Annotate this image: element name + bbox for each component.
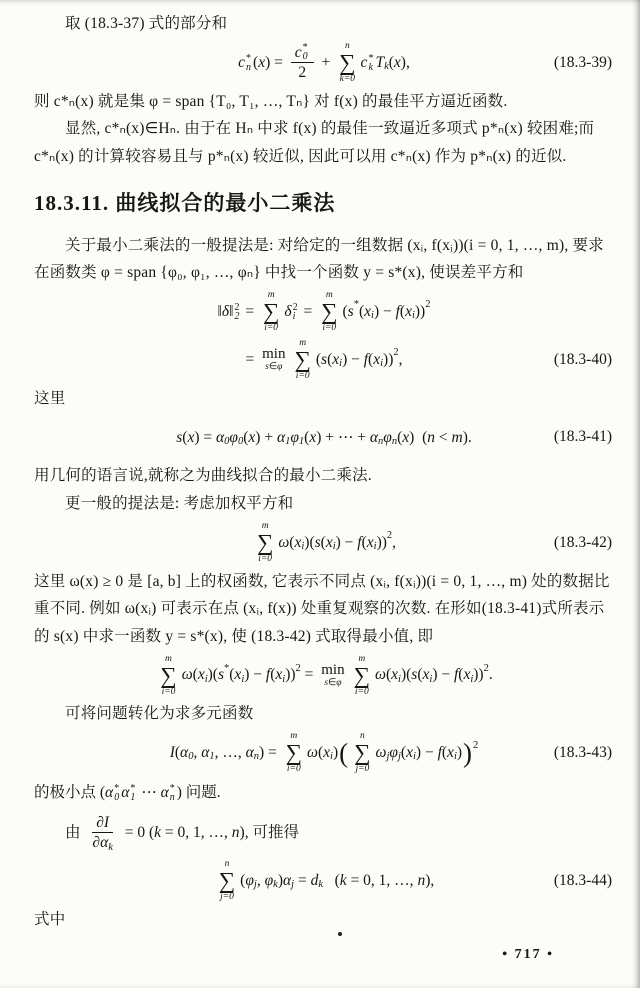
math-t: = 0, 1, …, <box>161 824 232 842</box>
equation-number-44: (18.3-44) <box>553 872 612 890</box>
paragraph-weight-function: 这里 ω(x) ≥ 0 是 [a, b] 上的权函数, 它表示不同点 (xᵢ, f(xᵢ))(i = 0, 1, …, m) 处的数据比重不同. 例如 ω(xᵢ) 可表示在点 (xᵢ, f(x)) 处重复观察的次数. 在形如(18.3-41)式所表示的 s(x) 中求一函数 y = s*(x), 使 (18.3-42) 式取得最小值, 即 <box>34 572 610 645</box>
math-i: x <box>364 302 372 320</box>
math-i: f <box>357 533 362 551</box>
formula-body <box>34 779 221 807</box>
math-t: , <box>256 872 265 890</box>
math-sub: 0 <box>237 435 244 447</box>
math-sum: m ∑ i=0 <box>321 290 338 334</box>
math-i: δ <box>221 302 230 320</box>
math-sum: m ∑ i=0 <box>285 731 303 775</box>
math-i: x <box>373 350 381 368</box>
math-ss: 2 2 <box>234 301 240 322</box>
math-sup: 2 <box>295 662 301 674</box>
math-t: ( <box>385 666 392 684</box>
formula-body <box>252 521 396 564</box>
math-i: x <box>406 744 413 762</box>
math-sub: k <box>273 879 278 891</box>
math-sub: i <box>470 673 474 685</box>
math-t: ( <box>397 428 403 446</box>
math-sum: n ∑ j=0 <box>218 859 236 903</box>
paragraph-geometric-language: 用几何的语言说,就称之为曲线拟合的最小二乘法. <box>34 467 372 485</box>
math-i: α <box>276 428 286 446</box>
math-ss: * n <box>169 782 175 803</box>
math-i: x <box>258 53 266 71</box>
formula-18-3-39 <box>34 40 614 86</box>
math-t: ) − <box>432 666 454 684</box>
paragraph-here-label: 这里 <box>34 389 66 407</box>
math-t: )) <box>473 666 484 684</box>
math-i: x <box>234 666 242 684</box>
math-t: ∂ <box>96 813 104 831</box>
math-ss: * n <box>246 52 252 73</box>
math-i: x <box>332 350 340 368</box>
math-i: x <box>309 428 317 446</box>
math-min: min s∈φ <box>262 346 286 373</box>
paragraph-general-statement: 关于最小二乘法的一般提法是: 对给定的一组数据 (xᵢ, f(xᵢ))(i = 0, 1, …, m), 要求在函数类 φ = span {φ₀, φ₁, …, φₙ} 中找一个函数 y = s*(x), 使误差平方和 <box>34 236 604 282</box>
math-t: ) − <box>415 744 438 762</box>
math-t: ( <box>400 744 407 762</box>
math-i: ω <box>278 533 290 551</box>
math-t: = 0 ( <box>120 824 155 842</box>
math-i: x <box>405 302 412 320</box>
formula-body <box>214 859 434 902</box>
math-i: α <box>369 428 379 446</box>
math-ss: * k <box>368 52 374 73</box>
math-i: s <box>314 533 321 551</box>
math-t: ( <box>388 53 394 71</box>
math-t: )( <box>304 533 315 551</box>
math-t: , <box>392 533 397 551</box>
math-ss: * 0 <box>114 782 120 803</box>
math-i: c <box>360 53 368 71</box>
math-t: ) − <box>373 302 396 320</box>
math-t: = <box>294 872 311 890</box>
math-sub: n <box>391 435 398 447</box>
math-sub: n <box>378 435 384 447</box>
math-t: ) ( <box>409 428 428 446</box>
math-i: α <box>160 784 169 802</box>
math-sub: i <box>332 541 336 553</box>
math-sub: 1 <box>298 435 305 447</box>
math-i: α <box>283 872 292 890</box>
math-t: ), <box>400 53 410 71</box>
math-sub: i <box>429 673 433 685</box>
math-i: k <box>154 824 162 842</box>
math-sub: i <box>282 673 286 685</box>
math-i: ω <box>375 666 386 684</box>
math-t: < <box>435 428 452 446</box>
math-i: x <box>187 428 195 446</box>
math-t: ( <box>289 533 295 551</box>
math-i: x <box>323 744 331 762</box>
math-i: α <box>245 744 254 762</box>
math-t: ( <box>229 666 235 684</box>
math-sub: j <box>386 751 390 763</box>
paragraph-convert-problem: 可将问题转化为求多元函数 <box>65 705 254 723</box>
math-t: ) <box>277 872 284 890</box>
paragraph-obviously: 显然, c*ₙ(x)∈Hₙ. 由于在 Hₙ 中求 f(x) 的最佳一致逼近多项式 p*ₙ(x) 较困难;而 c*ₙ(x) 的计算较容易且与 p*ₙ(x) 较近似, 因此可以用 c*ₙ(x) 作为 p*ₙ(x) 的近似. <box>34 120 595 165</box>
math-sup: * <box>224 662 230 674</box>
math-sup: 2 <box>473 740 479 752</box>
math-t: = 0, 1, …, <box>346 872 418 890</box>
math-sub: j <box>398 751 401 763</box>
math-t: ), 可推得 <box>239 824 299 842</box>
math-i: α <box>180 744 189 762</box>
math-sub: j <box>253 879 257 891</box>
paragraph-minimum-point <box>34 778 614 808</box>
math-i: f <box>437 744 442 762</box>
math-t: ⋯ <box>137 784 161 802</box>
paragraph-best-square-approx: 则 c*ₙ(x) 就是集 φ = span {T₀, T₁, …, Tₙ} 对 f(x) 的最佳平方逼近函数. <box>34 92 508 110</box>
math-t: ( <box>358 302 365 320</box>
math-t: ( <box>243 428 249 446</box>
math-t: ) + ⋯ + <box>316 428 370 446</box>
math-t: ( <box>323 872 340 890</box>
formula-18-3-40-line1 <box>34 289 614 335</box>
math-t: ( <box>174 744 181 762</box>
math-t: = <box>241 302 258 320</box>
math-i: s <box>411 666 418 684</box>
math-t: ( <box>192 666 198 684</box>
math-sup: 2 <box>425 299 431 311</box>
math-t: ) − <box>244 666 266 684</box>
math-ss: 2 i <box>292 301 298 322</box>
math-t: ) − <box>335 533 358 551</box>
math-i: α <box>100 834 109 852</box>
math-t: ) = <box>265 53 287 71</box>
formula-body <box>238 41 410 84</box>
math-sup: 2 <box>386 530 393 542</box>
math-t: 2 <box>298 64 307 82</box>
math-i: x <box>393 53 401 71</box>
scan-ink-dot <box>338 932 342 936</box>
math-min: min s∈φ <box>321 661 345 688</box>
math-sub: 1 <box>285 435 291 447</box>
math-i: x <box>275 666 283 684</box>
math-bigp: ) <box>463 737 473 768</box>
math-i: n <box>231 824 240 842</box>
math-sub: i <box>371 310 374 322</box>
math-t: ) <box>456 744 463 762</box>
math-i: x <box>463 666 471 684</box>
math-sum: m ∑ i=0 <box>353 653 371 697</box>
math-i: I <box>169 744 175 762</box>
math-t: )) <box>285 666 296 684</box>
math-t: ( <box>399 302 406 320</box>
math-i: α <box>201 744 210 762</box>
math-t: = <box>300 666 318 684</box>
math-ss: * 1 <box>130 782 136 803</box>
math-i: c <box>238 53 246 71</box>
math-t: . <box>488 666 493 684</box>
math-i: φ <box>264 872 274 890</box>
math-i: x <box>197 666 205 684</box>
math-sub: i <box>398 673 401 685</box>
math-sum: n ∑ j=0 <box>354 731 371 775</box>
math-t: , …, <box>214 744 246 762</box>
math-i: n <box>427 428 435 446</box>
math-t: , <box>398 350 403 368</box>
paragraph-partial-sum-intro: 取 (18.3-37) 式的部分和 <box>65 15 228 32</box>
math-i: x <box>294 533 302 551</box>
formula-18-3-41 <box>34 414 614 460</box>
math-i: f <box>363 350 369 368</box>
math-sum: n ∑ k=0 <box>339 41 356 85</box>
formula-body <box>170 731 479 774</box>
math-i: f <box>395 302 400 320</box>
math-i: f <box>453 666 459 684</box>
math-t: ) + <box>255 428 277 446</box>
math-i: φ <box>245 872 254 890</box>
math-i: d <box>310 872 319 890</box>
math-i: x <box>325 533 333 551</box>
math-t: + <box>317 53 335 71</box>
math-sum: m ∑ i=0 <box>294 338 311 382</box>
math-i: φ <box>229 428 238 446</box>
formula-body <box>155 654 492 697</box>
math-sup: 2 <box>483 662 489 674</box>
math-sub: i <box>380 358 384 370</box>
math-t: ( <box>253 53 259 71</box>
math-sub: 0 <box>224 435 230 447</box>
math-t: ) − <box>342 350 364 368</box>
math-sum: m ∑ i=0 <box>160 653 177 697</box>
math-t: ( <box>182 428 188 446</box>
math-t: = <box>245 350 259 368</box>
math-sub: i <box>411 310 415 322</box>
math-i: φ <box>383 428 392 446</box>
math-sub: i <box>241 673 245 685</box>
math-i: x <box>391 666 399 684</box>
math-sub: i <box>301 541 305 553</box>
math-sub: i <box>330 751 333 763</box>
math-t: ( <box>327 350 333 368</box>
formula-weighted-minimum <box>34 652 614 698</box>
section-heading-18-3-11: 18.3.11. 曲线拟合的最小二乘法 <box>34 191 336 216</box>
math-t: ). <box>462 428 472 446</box>
math-i: f <box>265 666 271 684</box>
math-i: ω <box>375 744 387 762</box>
math-t: ( <box>304 428 310 446</box>
math-i: s <box>347 302 354 320</box>
math-t: ( <box>417 666 423 684</box>
math-i: s <box>321 350 328 368</box>
math-t: ‖ <box>217 302 222 320</box>
formula-body <box>65 813 299 853</box>
formula-18-3-40-line2 <box>34 337 614 383</box>
math-sub: 0 <box>188 751 194 763</box>
math-t: , <box>193 744 202 762</box>
math-t: = <box>299 302 317 320</box>
math-i: α <box>105 784 114 802</box>
math-i: x <box>366 533 374 551</box>
math-i: s <box>176 428 183 446</box>
math-sub: 1 <box>209 751 215 763</box>
math-i: φ <box>290 428 299 446</box>
math-i: x <box>447 744 454 762</box>
math-ss: * 0 <box>302 42 308 63</box>
math-t: ( <box>270 666 276 684</box>
equation-number-40: (18.3-40) <box>553 350 612 368</box>
math-sub: k <box>108 842 113 854</box>
math-i: s <box>217 666 224 684</box>
math-t: ( <box>317 744 324 762</box>
math-i: T <box>375 53 385 71</box>
math-sup: * <box>353 299 359 311</box>
equation-number-39: (18.3-39) <box>553 53 612 71</box>
formula-body <box>246 338 403 381</box>
math-t: )( <box>400 666 412 684</box>
math-i: x <box>422 666 430 684</box>
math-t: ( <box>315 350 322 368</box>
math-sub: k <box>318 879 323 891</box>
math-t: ( <box>458 666 464 684</box>
formula-18-3-43 <box>34 730 614 776</box>
equation-number-41: (18.3-41) <box>553 428 612 446</box>
math-t: ∂ <box>92 834 101 852</box>
math-sub: i <box>339 358 343 370</box>
math-i: ω <box>307 744 318 762</box>
math-sub: i <box>412 751 416 763</box>
math-t: ( <box>368 350 374 368</box>
formula-body <box>218 290 431 333</box>
math-i: c <box>294 43 302 61</box>
math-t: ( <box>320 533 326 551</box>
math-t: 的极小点 ( <box>34 784 106 802</box>
math-t: )) <box>383 350 394 368</box>
math-t: )) <box>414 302 426 320</box>
math-t: ) = <box>258 744 281 762</box>
math-t: ) <box>332 744 339 762</box>
formula-18-3-42 <box>34 520 614 566</box>
math-sub: i <box>373 541 377 553</box>
equation-number-42: (18.3-42) <box>553 533 612 551</box>
math-sum: m ∑ i=0 <box>262 290 280 334</box>
math-t: ( <box>240 872 246 890</box>
paragraph-more-general: 更一般的提法是: 考虑加权平方和 <box>65 494 294 512</box>
math-t: ) 问题. <box>176 784 221 802</box>
math-i: n <box>417 872 426 890</box>
math-t: )) <box>376 533 387 551</box>
math-t: 由 <box>65 824 85 842</box>
math-sub: i <box>204 673 208 685</box>
math-t: )( <box>207 666 218 684</box>
equation-number-43: (18.3-43) <box>553 744 612 762</box>
math-sub: k <box>384 61 389 73</box>
math-frac <box>88 813 116 853</box>
math-i: δ <box>284 302 292 320</box>
math-i: I <box>103 813 110 831</box>
paragraph-where-label: 式中 <box>34 910 66 928</box>
math-i: φ <box>389 744 398 762</box>
page-number: • 717 • <box>502 947 554 963</box>
math-sub: i <box>453 751 457 763</box>
math-i: α <box>121 784 130 802</box>
math-frac <box>291 43 314 83</box>
math-t: ), <box>425 872 435 890</box>
paragraph-partial-derivative <box>34 810 614 856</box>
math-i: m <box>451 428 463 446</box>
math-i: α <box>216 428 225 446</box>
math-sum: m ∑ i=0 <box>256 521 274 564</box>
math-t: ) = <box>194 428 217 446</box>
math-sub: n <box>253 751 259 763</box>
math-sub: j <box>291 879 295 891</box>
math-i: x <box>248 428 256 446</box>
formula-18-3-44 <box>34 858 614 904</box>
math-t: ( <box>342 302 348 320</box>
math-i: ω <box>181 666 193 684</box>
math-i: k <box>339 872 347 890</box>
math-i: x <box>402 428 410 446</box>
math-t: ( <box>441 744 448 762</box>
math-t: ‖ <box>229 302 234 320</box>
math-bigp: ( <box>339 737 349 768</box>
math-t: ( <box>361 533 367 551</box>
formula-body <box>176 424 472 452</box>
math-sup: 2 <box>393 347 399 359</box>
